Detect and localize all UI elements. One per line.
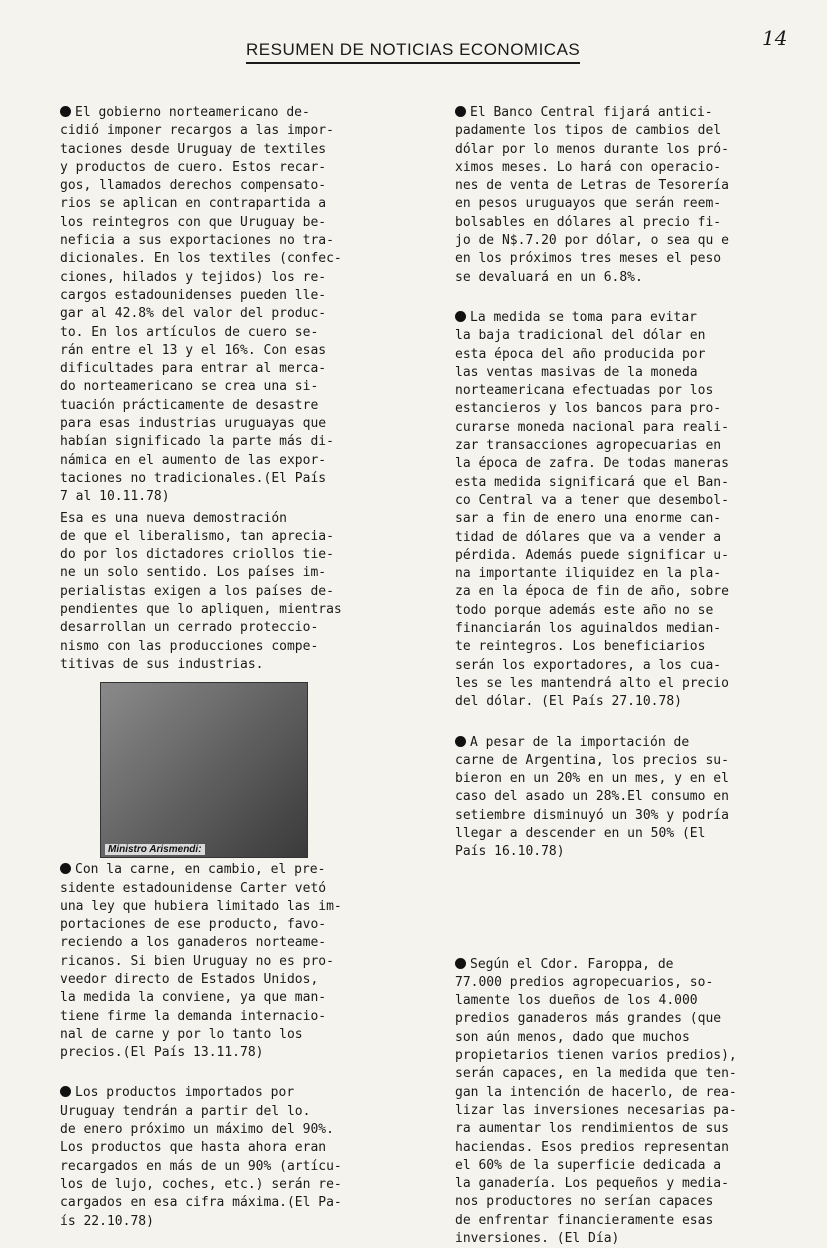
photo-caption: Ministro Arismendi: xyxy=(105,844,205,855)
news-text: El gobierno norteamericano de- cidió imponer recargos a las impor- taciones desde Uruguay de textiles y productos de cuero. Estos recar- gos, llamados derechos compensato- rios se aplican en contrapartida a los reintegros con que Uruguay be- neficia a sus exportaciones no tra- dicionales. En los textiles (confec- ciones, hilados y tejidos) los re- cargos estadounidenses pueden lle- gar al 42.8% del valor del produc- to. En los artículos de cuero se- rán entre el 13 y el 16%. Con esas dificultades para entrar al merca- do norteamericano se crea una si- tuación prácticamente de desastre para esas industrias uruguayas que habían significado la parte más di- námica en el aumento de las expor- taciones no tradicionales.(El País 7 al 10.11.78) xyxy=(60,105,342,505)
page-number: 14 xyxy=(762,26,788,50)
news-text: Los productos importados por Uruguay tendrán a partir del lo. de enero próximo un máximo del 90%. Los productos que hasta ahora eran recargados en más de un 90% (artícu- los de lujo, coches, etc.) serán re- cargados en esa cifra máxima.(El Pa- ís 22.10.78) xyxy=(60,1085,342,1229)
bullet-icon xyxy=(455,958,466,969)
news-text: A pesar de la importación de carne de Argentina, los precios su- bieron en un 20% en un mes, y en el caso del asado un 28%.El consumo en setiembre disminuyó un 30% y podría llegar a descender en un 50% (El País 16.10.78) xyxy=(455,734,729,860)
news-item xyxy=(455,309,755,712)
bullet-icon xyxy=(455,106,466,117)
photo-image xyxy=(101,683,307,857)
bullet-icon xyxy=(455,311,466,322)
bullet-icon xyxy=(60,863,71,874)
bullet-icon xyxy=(60,106,71,117)
page-title: RESUMEN DE NOTICIAS ECONOMICAS xyxy=(246,40,580,64)
news-item xyxy=(455,104,755,287)
left-column xyxy=(60,104,360,1231)
news-text: El Banco Central fijará antici- padamente los tipos de cambios del dólar por lo menos durante los pró- ximos meses. Lo hará con operacio- nes de venta de Letras de Tesorería en pesos uruguayos que serán reem- bolsables en dólares al precio fi- jo de N$.7.20 por dólar, o sea qu e en los próximos tres meses el peso se devaluará en un 6.8%. xyxy=(455,105,729,285)
news-text: Según el Cdor. Faroppa, de 77.000 predios agropecuarios, so- lamente los dueños de los 4.000 predios ganaderos más grandes (que son aún menos, dado que muchos propietarios tienen varios predios), serán capaces, en la medida que ten- gan la intención de hacerlo, de rea- lizar las inversiones necesarias pa- ra aumentar los rendimientos de sus haciendas. Esos predios representan el 60% de la superficie dedicada a la ganadería. Los pequeños y media- nos productores no serían capaces de enfrentar financieramente esas inversiones. (El Día) xyxy=(455,956,737,1247)
commentary-paragraph: Esa es una nueva demostración de que el liberalismo, tan aprecia- do por los dictadores criollos tie- ne un solo sentido. Los países im- perialistas exigen a los países de- pendientes que lo apliquen, mientras desarrollan un cerrado proteccio- nismo con las producciones compe- titivas de sus industrias. xyxy=(60,510,342,672)
news-item xyxy=(60,861,360,1062)
bullet-icon xyxy=(60,1086,71,1097)
news-text: Con la carne, en cambio, el pre- sidente estadounidense Carter vetó una ley que hubiera limitado las im- portaciones de ese producto, favo- reciendo a los ganaderos norteame- ricanos. Si bien Uruguay no es pro- veedor directo de Estados Unidos, la medida la conviene, ya que man- tiene firme la demanda internacio- nal de carne y por lo tanto los precios.(El País 13.11.78) xyxy=(60,862,342,1061)
news-item xyxy=(455,734,755,862)
bullet-icon xyxy=(455,736,466,747)
news-text: La medida se toma para evitar la baja tradicional del dólar en esta época del año producida por las ventas masivas de la moneda norteamericana efectuadas por los estancieros y los bancos para pro- curarse moneda nacional para reali- zar transacciones agropecuarias en la época de zafra. De todas maneras esta medida significará que el Ban- co Central va a tener que desembol- sar a fin de enero una enorme can- tidad de dólares que va a vender a pérdida. Además puede significar u- na importante iliquidez en la pla- za en la época de fin de año, sobre todo porque además este año no se financiarán los aguinaldos median- te reintegros. Los beneficiarios serán los exportadores, a los cua- les se les mantendrá alto el precio del dólar. (El País 27.10.78) xyxy=(455,309,729,710)
news-item xyxy=(60,104,360,507)
minister-photo xyxy=(100,682,308,858)
right-column xyxy=(455,104,755,1248)
news-item xyxy=(60,1084,360,1230)
news-item xyxy=(455,956,755,1248)
